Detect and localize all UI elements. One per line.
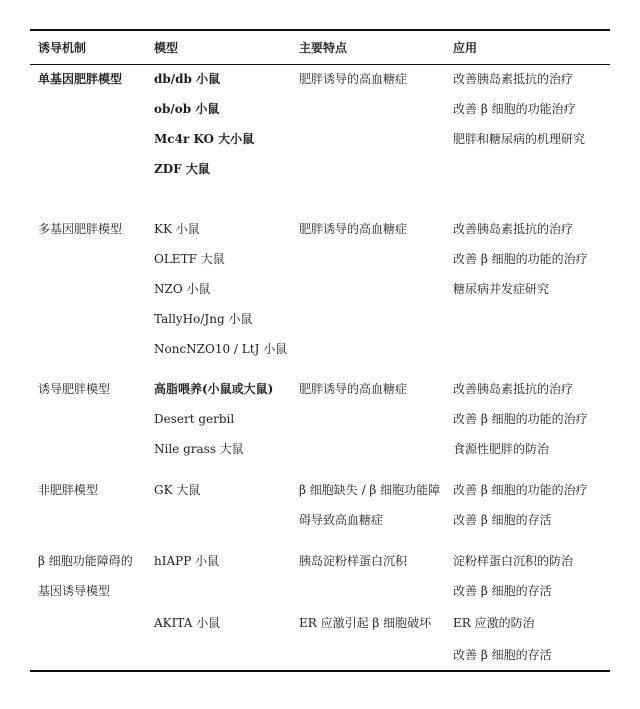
column-header: 模型 [154,41,179,55]
model-cell: Desert gerbil [154,412,235,426]
model-cell: db/db 小鼠 [154,72,221,86]
feature-cell: ER 应激引起 β 细胞破坏 [299,616,432,630]
model-cell: GK 大鼠 [154,483,201,497]
feature-cell: 肥胖诱导的高血糖症 [299,382,408,396]
application-cell: 改善 β 细胞的功能的治疗 [453,252,588,266]
model-cell: Mc4r KO 大小鼠 [154,132,255,146]
application-cell: 改善胰岛素抵抗的治疗 [453,222,574,236]
feature-cell: 肥胖诱导的高血糖症 [299,72,408,86]
column-header: 主要特点 [299,41,348,55]
model-cell: ob/ob 小鼠 [154,102,220,116]
application-cell: 食源性肥胖的防治 [453,442,550,456]
column-header: 诱导机制 [38,41,87,55]
application-cell: 改善胰岛素抵抗的治疗 [453,382,574,396]
model-cell: KK 小鼠 [154,222,200,236]
table-header-rule [30,64,610,65]
feature-cell: 肥胖诱导的高血糖症 [299,222,408,236]
mechanism-cell: 单基因肥胖模型 [38,72,123,86]
application-cell: 改善 β 细胞的功能的治疗 [453,483,588,497]
column-header: 应用 [453,41,478,55]
application-cell: 糖尿病并发症研究 [453,282,550,296]
application-cell: 改善 β 细胞的功能治疗 [453,102,576,116]
table-top-rule [30,29,610,31]
model-cell: OLETF 大鼠 [154,252,225,266]
mechanism-cell: 基因诱导模型 [38,584,111,598]
application-cell: 改善 β 细胞的存活 [453,584,552,598]
model-cell: NZO 小鼠 [154,282,211,296]
application-cell: 改善 β 细胞的存活 [453,513,552,527]
model-cell: ZDF 大鼠 [154,162,210,176]
model-cell: 高脂喂养(小鼠或大鼠) [154,382,274,396]
feature-cell: 碍导致高血糖症 [299,513,384,527]
mechanism-cell: β 细胞功能障碍的 [38,554,133,568]
mechanism-cell: 多基因肥胖模型 [38,222,123,236]
application-cell: 改善 β 细胞的存活 [453,648,552,662]
model-cell: TallyHo/Jng 小鼠 [154,312,253,326]
application-cell: 肥胖和糖尿病的机理研究 [453,132,586,146]
application-cell: 淀粉样蛋白沉积的防治 [453,554,574,568]
table-bottom-rule [30,670,610,672]
model-cell: Nile grass 大鼠 [154,442,244,456]
mechanism-cell: 诱导肥胖模型 [38,382,111,396]
feature-cell: β 细胞缺失 / β 细胞功能障 [299,483,441,497]
model-cell: AKITA 小鼠 [154,616,221,630]
application-cell: 改善 β 细胞的功能的治疗 [453,412,588,426]
model-cell: hIAPP 小鼠 [154,554,220,568]
application-cell: 改善胰岛素抵抗的治疗 [453,72,574,86]
application-cell: ER 应激的防治 [453,616,535,630]
feature-cell: 胰岛淀粉样蛋白沉积 [299,554,408,568]
mechanism-cell: 非肥胖模型 [38,483,99,497]
model-cell: NoncNZO10 / LtJ 小鼠 [154,342,288,356]
